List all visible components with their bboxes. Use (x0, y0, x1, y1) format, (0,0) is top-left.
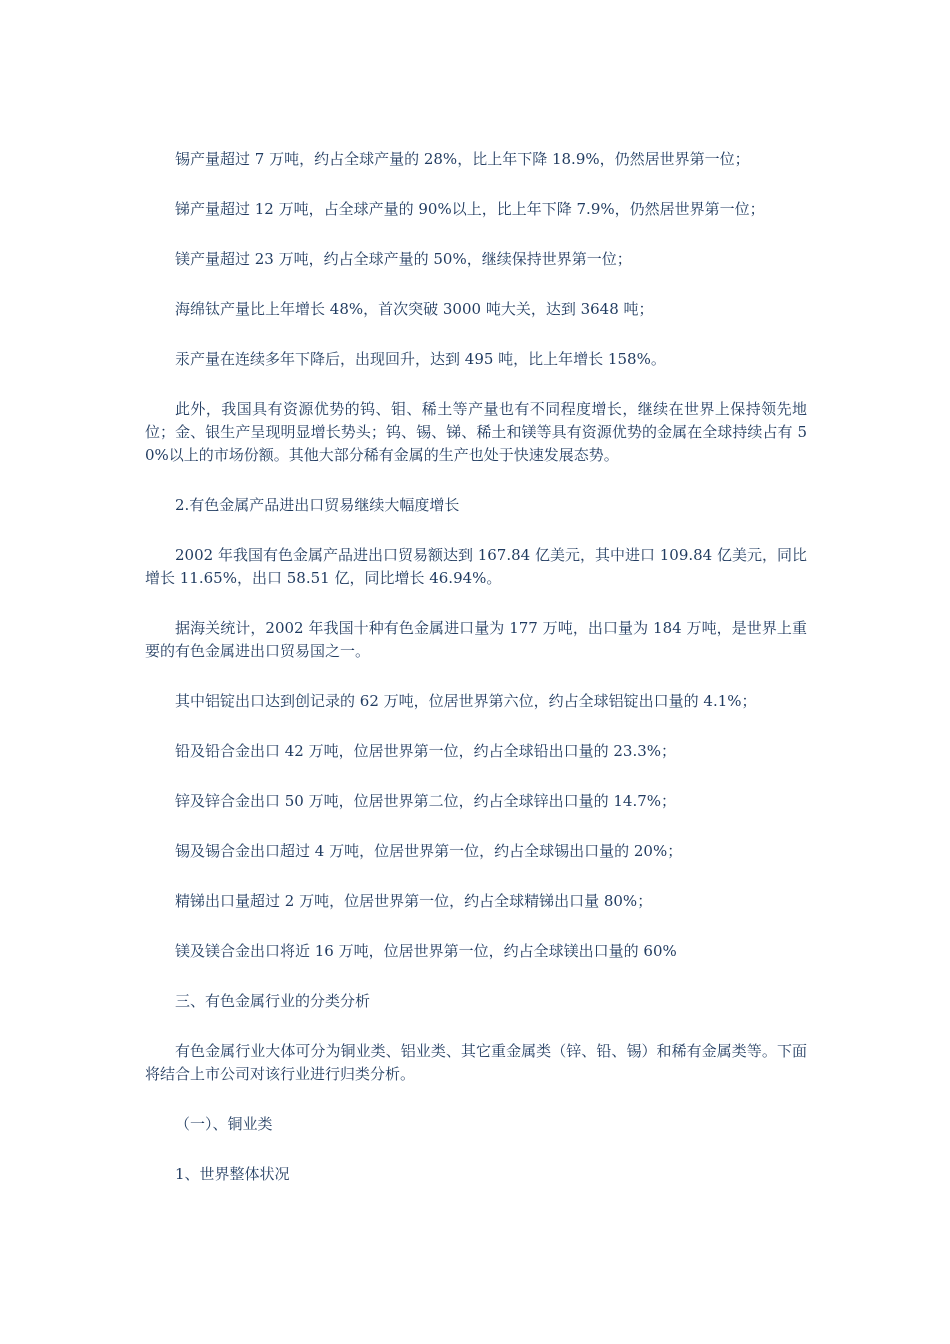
paragraph-classification-intro: 有色金属行业大体可分为铜业类、铝业类、其它重金属类（锌、铅、锡）和稀有金属类等。下面将结合上市公司对该行业进行归类分析。 (145, 1042, 807, 1083)
paragraph-mercury-output: 汞产量在连续多年下降后，出现回升，达到 495 吨，比上年增长 158%。 (175, 350, 666, 368)
paragraph-magnesium-export: 镁及镁合金出口将近 16 万吨，位居世界第一位，约占全球镁出口量的 60% (175, 942, 677, 960)
paragraph-tin-export: 锡及锡合金出口超过 4 万吨，位居世界第一位，约占全球锡出口量的 20%； (175, 842, 683, 860)
paragraph-titanium-sponge-output: 海绵钛产量比上年增长 48%，首次突破 3000 吨大关，达到 3648 吨； (175, 300, 654, 318)
paragraph-customs-statistics: 据海关统计，2002 年我国十种有色金属进口量为 177 万吨，出口量为 184 万吨，是世界上重要的有色金属进出口贸易国之一。 (145, 619, 807, 660)
paragraph-resource-advantage: 此外，我国具有资源优势的钨、钼、稀土等产量也有不同程度增长，继续在世界上保持领先地位；金、银生产呈现明显增长势头；钨、锡、锑、稀土和镁等具有资源优势的金属在全球持续占有 50%以上的市场份额。其他大部分稀有金属的生产也处于快速发展态势。 (145, 400, 807, 464)
paragraph-tin-output: 锡产量超过 7 万吨，约占全球产量的 28%，比上年下降 18.9%，仍然居世界第一位； (175, 150, 750, 168)
subsection-heading-world-status: 1、世界整体状况 (175, 1165, 290, 1183)
subsection-heading-copper: （一）、铜业类 (175, 1115, 273, 1133)
paragraph-trade-volume: 2002 年我国有色金属产品进出口贸易额达到 167.84 亿美元，其中进口 109.84 亿美元，同比增长 11.65%，出口 58.51 亿，同比增长 46.94%。 (145, 546, 807, 587)
document-body (145, 148, 807, 1186)
section-heading-classification: 三、有色金属行业的分类分析 (175, 992, 371, 1010)
section-heading-trade: 2.有色金属产品进出口贸易继续大幅度增长 (175, 496, 460, 514)
paragraph-lead-export: 铅及铅合金出口 42 万吨，位居世界第一位，约占全球铅出口量的 23.3%； (175, 742, 677, 760)
paragraph-antimony-output: 锑产量超过 12 万吨，占全球产量的 90%以上，比上年下降 7.9%，仍然居世界第一位； (175, 200, 765, 218)
paragraph-magnesium-output: 镁产量超过 23 万吨，约占全球产量的 50%，继续保持世界第一位； (175, 250, 632, 268)
paragraph-aluminum-export: 其中铝锭出口达到创记录的 62 万吨，位居世界第六位，约占全球铝锭出口量的 4.1%； (175, 692, 757, 710)
paragraph-zinc-export: 锌及锌合金出口 50 万吨，位居世界第二位，约占全球锌出口量的 14.7%； (175, 792, 677, 810)
paragraph-antimony-export: 精锑出口量超过 2 万吨，位居世界第一位，约占全球精锑出口量 80%； (175, 892, 653, 910)
